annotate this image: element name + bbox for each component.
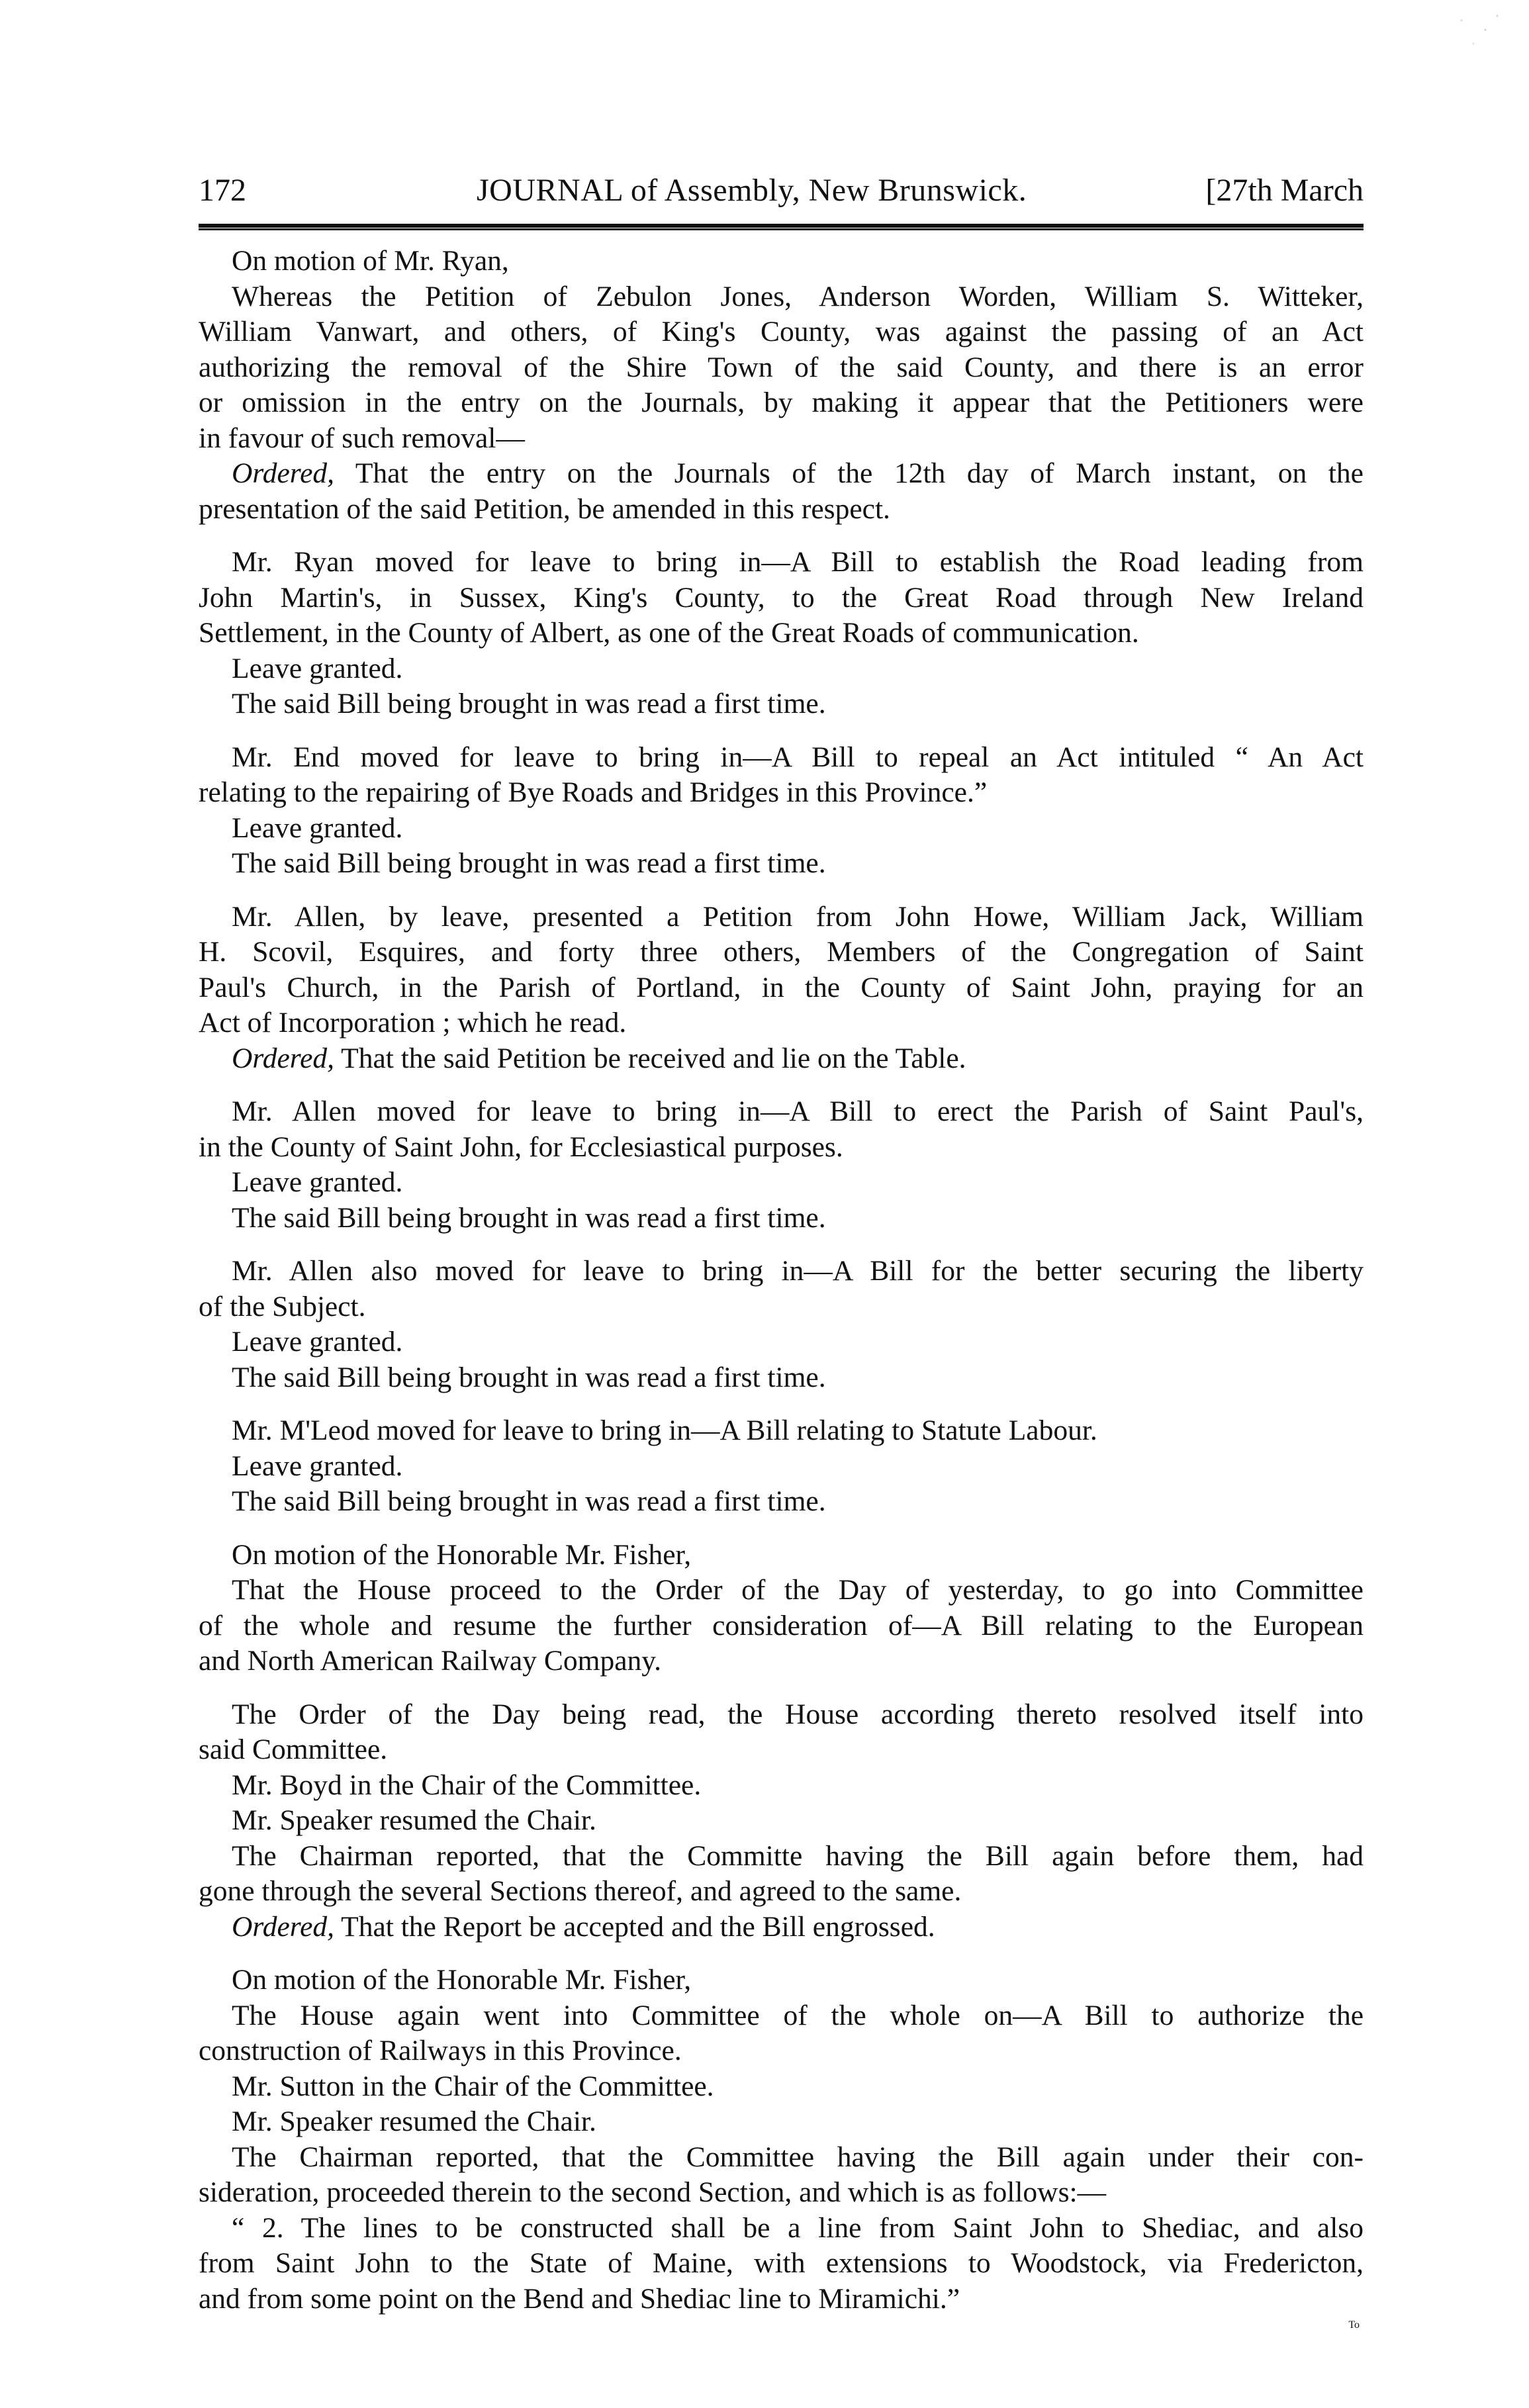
- line-text: and North American Railway Company.: [199, 1645, 662, 1677]
- line-text: Paul's Church, in the Parish of Portland, in the County of Saint John, praying for an: [199, 971, 1364, 1003]
- text-line: [199, 279, 1364, 315]
- line-text: On motion of the Honorable Mr. Fisher,: [232, 1964, 692, 1996]
- line-text: construction of Railways in this Province.: [199, 2035, 682, 2066]
- text-line: [199, 2140, 1364, 2176]
- text-line: [199, 740, 1364, 776]
- text-line: [199, 1324, 1364, 1360]
- ordered-label: Ordered,: [232, 1910, 335, 1943]
- journal-entry: [199, 900, 1364, 1077]
- line-text: Leave granted.: [232, 811, 403, 844]
- text-line: [199, 1697, 1364, 1733]
- text-line: [199, 1449, 1364, 1485]
- line-text: authorizing the removal of the Shire Town of the said County, and there is an error: [199, 351, 1364, 383]
- text-line: [199, 1608, 1364, 1644]
- text-line: [199, 244, 1364, 279]
- text-line: [199, 1005, 1364, 1041]
- text-line: [199, 900, 1364, 935]
- scan-specks: [1450, 7, 1509, 53]
- line-text: Mr. Allen moved for leave to bring in—A Bill to erect the Parish of Saint Paul's,: [232, 1095, 1364, 1127]
- text-line: [199, 456, 1364, 492]
- ordered-label: Ordered,: [232, 457, 335, 489]
- text-line: [199, 1644, 1364, 1679]
- text-line: [199, 314, 1364, 350]
- text-line: [199, 421, 1364, 457]
- text-line: [199, 1998, 1364, 2034]
- text-line: [199, 1254, 1364, 1289]
- journal-entry: [199, 545, 1364, 722]
- text-line: [199, 2282, 1364, 2317]
- text-line: [199, 2211, 1364, 2246]
- line-text: The Order of the Day being read, the House according thereto resolved itself into: [232, 1698, 1364, 1730]
- text-line: [199, 2246, 1364, 2282]
- text-line: [199, 492, 1364, 528]
- line-text: The said Bill being brought in was read a first time.: [232, 1201, 826, 1234]
- line-text: of the Subject.: [199, 1290, 366, 1322]
- text-line: [199, 1360, 1364, 1396]
- text-line: [199, 1573, 1364, 1608]
- text-line: [199, 1538, 1364, 1573]
- page-number: 172: [199, 173, 246, 208]
- line-text: Settlement, in the County of Albert, as one of the Great Roads of communication.: [199, 617, 1139, 649]
- line-text: Mr. Speaker resumed the Chair.: [232, 1804, 596, 1836]
- running-title: JOURNAL of Assembly, New Brunswick.: [477, 173, 1027, 208]
- line-text: in the County of Saint John, for Ecclesiastical purposes.: [199, 1131, 843, 1163]
- text-line: [199, 580, 1364, 616]
- text-line: [199, 2069, 1364, 2105]
- journal-entry: [199, 1094, 1364, 1236]
- line-text: That the Report be accepted and the Bill engrossed.: [334, 1910, 935, 1943]
- line-text: Mr. Ryan moved for leave to bring in—A Bill to establish the Road leading from: [232, 546, 1364, 578]
- line-text: and from some point on the Bend and Shediac line to Miramichi.”: [199, 2282, 960, 2315]
- line-text: The Chairman reported, that the Committee having the Bill again under their con-: [232, 2141, 1364, 2173]
- text-line: [199, 1130, 1364, 1166]
- line-text: The said Bill being brought in was read a first time.: [232, 688, 826, 719]
- text-line: [199, 1910, 1364, 1945]
- line-text: or omission in the entry on the Journals, by making it appear that the Petitioners were: [199, 387, 1364, 418]
- journal-body: [199, 244, 1364, 2317]
- line-text: Mr. M'Leod moved for leave to bring in—A Bill relating to Statute Labour.: [232, 1414, 1097, 1446]
- text-line: [199, 846, 1364, 882]
- line-text: Whereas the Petition of Zebulon Jones, Anderson Worden, William S. Witteker,: [232, 280, 1364, 312]
- text-line: [199, 686, 1364, 722]
- line-text: Leave granted.: [232, 1326, 403, 1358]
- text-line: [199, 2033, 1364, 2069]
- ordered-label: Ordered,: [232, 1042, 335, 1074]
- line-text: said Committee.: [199, 1734, 388, 1765]
- line-text: H. Scovil, Esquires, and forty three others, Members of the Congregation of Saint: [199, 936, 1364, 968]
- text-line: [199, 616, 1364, 651]
- text-line: [199, 775, 1364, 811]
- line-text: Mr. Allen also moved for leave to bring in—A Bill for the better securing the liberty: [232, 1255, 1364, 1287]
- line-text: On motion of the Honorable Mr. Fisher,: [232, 1538, 692, 1571]
- journal-entry: [199, 244, 1364, 527]
- line-text: On motion of Mr. Ryan,: [232, 245, 509, 277]
- text-line: [199, 651, 1364, 687]
- line-text: The said Bill being brought in was read a first time.: [232, 1485, 826, 1517]
- line-text: of the whole and resume the further consideration of—A Bill relating to the European: [199, 1609, 1364, 1642]
- line-text: Act of Incorporation ; which he read.: [199, 1007, 627, 1039]
- text-line: [199, 1963, 1364, 1998]
- line-text: in favour of such removal—: [199, 422, 525, 454]
- journal-entry: [199, 1254, 1364, 1395]
- text-line: [199, 1732, 1364, 1768]
- text-line: [199, 2104, 1364, 2140]
- text-line: [199, 1839, 1364, 1875]
- line-text: Mr. End moved for leave to bring in—A Bill to repeal an Act intituled “ An Act: [232, 741, 1364, 773]
- line-text: presentation of the said Petition, be amended in this respect.: [199, 492, 890, 525]
- journal-entry: [199, 1963, 1364, 2317]
- line-text: from Saint John to the State of Maine, with extensions to Woodstock, via Fredericton,: [199, 2247, 1364, 2279]
- text-line: [199, 1413, 1364, 1449]
- text-line: [199, 1165, 1364, 1201]
- text-line: [199, 1289, 1364, 1325]
- line-text: The said Bill being brought in was read a first time.: [232, 847, 826, 879]
- journal-entry: [199, 1538, 1364, 1679]
- header-rule: [199, 224, 1364, 230]
- text-line: [199, 2175, 1364, 2211]
- line-text: Mr. Sutton in the Chair of the Committee.: [232, 2070, 714, 2102]
- text-line: [199, 1803, 1364, 1839]
- journal-entry: [199, 740, 1364, 882]
- text-line: [199, 970, 1364, 1006]
- text-line: [199, 811, 1364, 847]
- journal-page: [199, 165, 1364, 2331]
- line-text: That the said Petition be received and lie on the Table.: [334, 1042, 966, 1074]
- running-header: [199, 165, 1364, 216]
- text-line: [199, 1768, 1364, 1804]
- text-line: [199, 545, 1364, 580]
- line-text: That the House proceed to the Order of the Day of yesterday, to go into Committee: [232, 1574, 1364, 1606]
- line-text: Leave granted.: [232, 1450, 403, 1482]
- text-line: [199, 1041, 1364, 1077]
- line-text: sideration, proceeded therein to the second Section, and which is as follows:—: [199, 2176, 1107, 2208]
- line-text: William Vanwart, and others, of King's County, was against the passing of an Act: [199, 316, 1364, 347]
- line-text: relating to the repairing of Bye Roads and Bridges in this Province.”: [199, 776, 988, 808]
- line-text: That the entry on the Journals of the 12th day of March instant, on the: [334, 457, 1364, 489]
- line-text: gone through the several Sections thereof, and agreed to the same.: [199, 1875, 962, 1907]
- text-line: [199, 935, 1364, 970]
- line-text: Leave granted.: [232, 652, 403, 684]
- line-text: Leave granted.: [232, 1166, 403, 1198]
- line-text: The Chairman reported, that the Committe having the Bill again before them, had: [232, 1839, 1364, 1872]
- journal-entry: [199, 1413, 1364, 1520]
- line-text: The said Bill being brought in was read a first time.: [232, 1361, 826, 1393]
- text-line: [199, 350, 1364, 386]
- catchword: To: [1348, 2319, 1360, 2331]
- line-text: Mr. Speaker resumed the Chair.: [232, 2106, 596, 2137]
- text-line: [199, 1201, 1364, 1236]
- line-text: Mr. Allen, by leave, presented a Petition from John Howe, William Jack, William: [232, 900, 1364, 933]
- line-text: The House again went into Committee of the whole on—A Bill to authorize the: [232, 1999, 1364, 2031]
- text-line: [199, 1094, 1364, 1130]
- text-line: [199, 1484, 1364, 1520]
- text-line: [199, 1874, 1364, 1910]
- journal-entry: [199, 1697, 1364, 1945]
- line-text: Mr. Boyd in the Chair of the Committee.: [232, 1769, 702, 1801]
- running-date: [27th March: [1205, 173, 1364, 208]
- line-text: John Martin's, in Sussex, King's County, to the Great Road through New Ireland: [199, 581, 1364, 614]
- text-line: [199, 385, 1364, 421]
- line-text: “ 2. The lines to be constructed shall be a line from Saint John to Shediac, and also: [232, 2211, 1364, 2244]
